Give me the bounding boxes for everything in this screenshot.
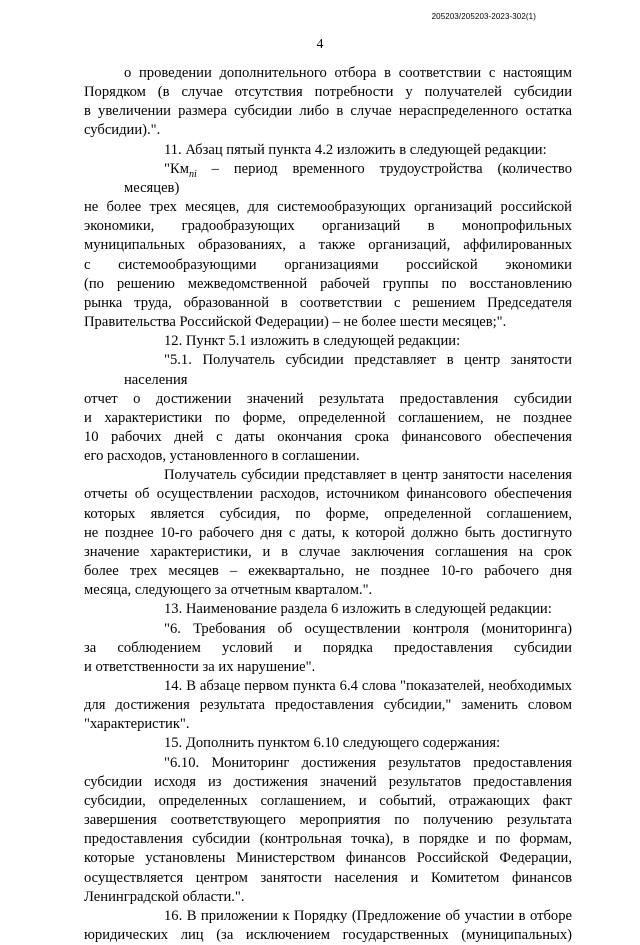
text-line: Порядком (в случае отсутствия потребности у получателей субсидии: [84, 84, 572, 101]
text-line: для достижения результата предоставления субсидии," заменить словом: [84, 697, 572, 714]
text-line: не более трех месяцев, для системообразующих организаций российской: [84, 199, 572, 216]
text-line: муниципальных образованиях, а также организаций, аффилированных: [84, 237, 572, 254]
text-line: с системообразующими организациями российской экономики: [84, 256, 572, 273]
text-line: рынка труда, образованной в соответствии с решением Председателя: [84, 294, 572, 311]
text-line: "5.1. Получатель субсидии представляет в центр занятости населения: [124, 352, 572, 388]
text-line: завершения соответствующего мероприятия по получению результата: [84, 812, 572, 829]
document-body: [84, 64, 572, 945]
text-line: 12. Пункт 5.1 изложить в следующей редакции:: [164, 333, 461, 350]
text-line: Получатель субсидии представляет в центр занятости населения: [164, 467, 572, 484]
text-line: "6.10. Мониторинг достижения результатов предоставления: [164, 754, 572, 771]
text-line: Ленинградской области.".: [84, 888, 245, 905]
text-line: "характеристик".: [84, 716, 190, 733]
text-line: юридических лиц (за исключением государственных (муниципальных): [84, 927, 572, 944]
text-line: в увеличении размера субсидии либо в случае нераспределенного остатка: [84, 103, 572, 120]
text-line: субсидии, определенных соглашением, и событий, отражающих факт: [84, 792, 572, 809]
text-line: отчет о достижении значений результата предоставления субсидии: [84, 390, 572, 407]
text-line: за соблюдением условий и порядка предоставления субсидии: [84, 639, 572, 656]
document-id: 205203/205203-2023-302(1): [431, 12, 536, 21]
text-line: "6. Требования об осуществлении контроля (мониторинга): [164, 620, 572, 637]
text-line: более трех месяцев – ежеквартально, не позднее 10-го рабочего дня: [84, 563, 572, 580]
text-line: субсидии).".: [84, 122, 161, 139]
text-line: 16. В приложении к Порядку (Предложение об участии в отборе: [164, 907, 572, 924]
text-line: экономики, градообразующих организаций в монопрофильных: [84, 218, 572, 235]
text-line: отчеты об осуществлении расходов, источником финансового обеспечения: [84, 486, 572, 503]
text-line: о проведении дополнительного отбора в соответствии с настоящим: [124, 65, 572, 81]
subscript: ni: [188, 168, 197, 180]
text-line: 15. Дополнить пунктом 6.10 следующего содержания:: [164, 735, 501, 752]
text-line: субсидии исходя из достижения значений результатов предоставления: [84, 773, 572, 790]
text-line: и ответственности за их нарушение".: [84, 658, 316, 675]
page-number: 4: [316, 36, 324, 51]
text-line: 11. Абзац пятый пункта 4.2 изложить в следующей редакции:: [164, 141, 547, 158]
text-line: (по решению межведомственной рабочей группы по восстановлению: [84, 275, 572, 292]
text-line: месяца, следующего за отчетным кварталом.".: [84, 582, 373, 599]
text-line: осуществляется центром занятости населения и Комитетом финансов: [84, 869, 572, 886]
text-line: предоставления субсидии (контрольная точка), в порядке и по формам,: [84, 831, 572, 848]
text-line: которые установлены Министерством финансов Российской Федерации,: [84, 850, 572, 867]
text-line: не позднее 10-го рабочего дня с даты, к которой должно быть достигнуто: [84, 524, 572, 541]
text-line: "$Км_{ni}$ – период временного трудоустройства (количество месяцев): [124, 160, 572, 196]
text-line: которых является субсидия, по форме, определенной соглашением,: [84, 505, 572, 522]
text-line: Правительства Российской Федерации) – не более шести месяцев;".: [84, 314, 507, 331]
text-line: его расходов, установленного в соглашении.: [84, 448, 360, 465]
text-line: 10 рабочих дней с даты окончания срока финансового обеспечения: [84, 428, 572, 445]
text-line: значение характеристики, и в случае заключения соглашения на срок: [84, 543, 572, 560]
text-line: и характеристики по форме, определенной соглашением, не позднее: [84, 409, 572, 426]
text-line: 14. В абзаце первом пункта 6.4 слова "показателей, необходимых: [164, 678, 572, 694]
text-line: 13. Наименование раздела 6 изложить в следующей редакции:: [164, 601, 552, 618]
